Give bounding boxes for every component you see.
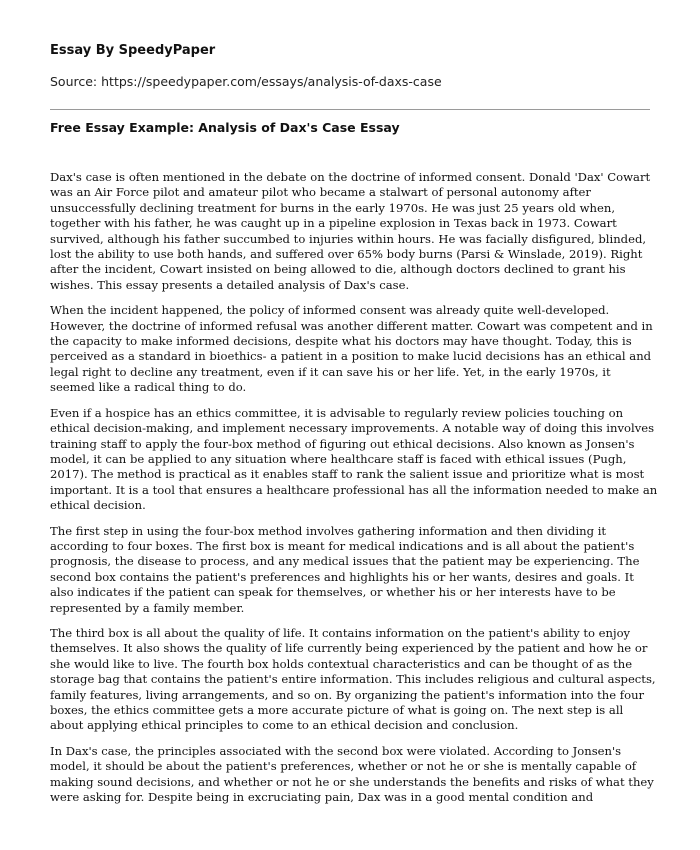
paragraph-5: The third box is all about the quality of life. It contains information on the patient's ability to enjoy themselves. It also shows the quality of life currently being experienced by the patient and how he or she would like to live. The fourth box holds contextual characteristics and can be thought of as the storage bag that contains the patient's entire information. This includes religious and cultural aspects, family features, living arrangements, and so on. By organizing the patient's information into the four boxes, the ethics committee gets a more accurate picture of what is going on. The next step is all about applying ethical principles to come to an ethical decision and conclusion. (50, 625, 656, 733)
essay-title: Free Essay Example: Analysis of Dax's Case Essay (50, 120, 400, 135)
paragraph-6: In Dax's case, the principles associated with the second box were violated. According to Jonsen's model, it should be about the patient's preferences, whether or not he or she is mentally capable of making sound decisions, and whether or not he or she understands the benefits and risks of what they were asking for. Despite being in excruciating pain, Dax was in a good mental condition and (50, 743, 654, 805)
essay-body (50, 170, 658, 815)
paragraph-3: Even if a hospice has an ethics committee, it is advisable to regularly review policies touching on ethical decision-making, and implement necessary improvements. A notable way of doing this involves training staff to apply the four-box method of figuring out ethical decisions. Also known as Jonsen's model, it can be applied to any situation where healthcare staff is faced with ethical issues (Pugh, 2017). The method is practical as it enables staff to rank the salient issue and prioritize what is most important. It is a tool that ensures a healthcare professional has all the information needed to make an ethical decision. (50, 405, 658, 513)
paragraph-2: When the incident happened, the policy of informed consent was already quite well-developed. However, the doctrine of informed refusal was another different matter. Cowart was competent and in the capacity to make informed decisions, despite what his doctors may have thought. Today, this is perceived as a standard in bioethics- a patient in a position to make lucid decisions has an ethical and legal right to decline any treatment, even if it can save his or her life. Yet, in the early 1970s, it seemed like a radical thing to do. (50, 303, 653, 395)
paragraph-4: The first step in using the four-box method involves gathering information and then dividing it according to four boxes. The first box is meant for medical indications and is all about the patient's prognosis, the disease to process, and any medical issues that the patient may be experiencing. The second box contains the patient's preferences and highlights his or her wants, desires and goals. It also indicates if the patient can speak for themselves, or whether his or her interests have to be represented by a family member. (50, 523, 640, 615)
header-divider (50, 109, 650, 110)
brand-heading: Essay By SpeedyPaper (50, 43, 216, 58)
source-line: Source: https://speedypaper.com/essays/analysis-of-daxs-case (50, 74, 442, 89)
paragraph-1: Dax's case is often mentioned in the debate on the doctrine of informed consent. Donald 'Dax' Cowart was an Air Force pilot and amateur pilot who became a stalwart of personal autonomy after unsuccessfully declining treatment for burns in the early 1970s. He was just 25 years old when, together with his father, he was caught up in a pipeline explosion in Texas back in 1973. Cowart survived, although his father succumbed to injuries within hours. He was facially disfigured, blinded, lost the ability to use both hands, and suffered over 65% body burns (Parsi & Winslade, 2019). Right after the incident, Cowart insisted on being allowed to die, although doctors declined to grant his wishes. This essay presents a detailed analysis of Dax's case. (50, 170, 651, 292)
